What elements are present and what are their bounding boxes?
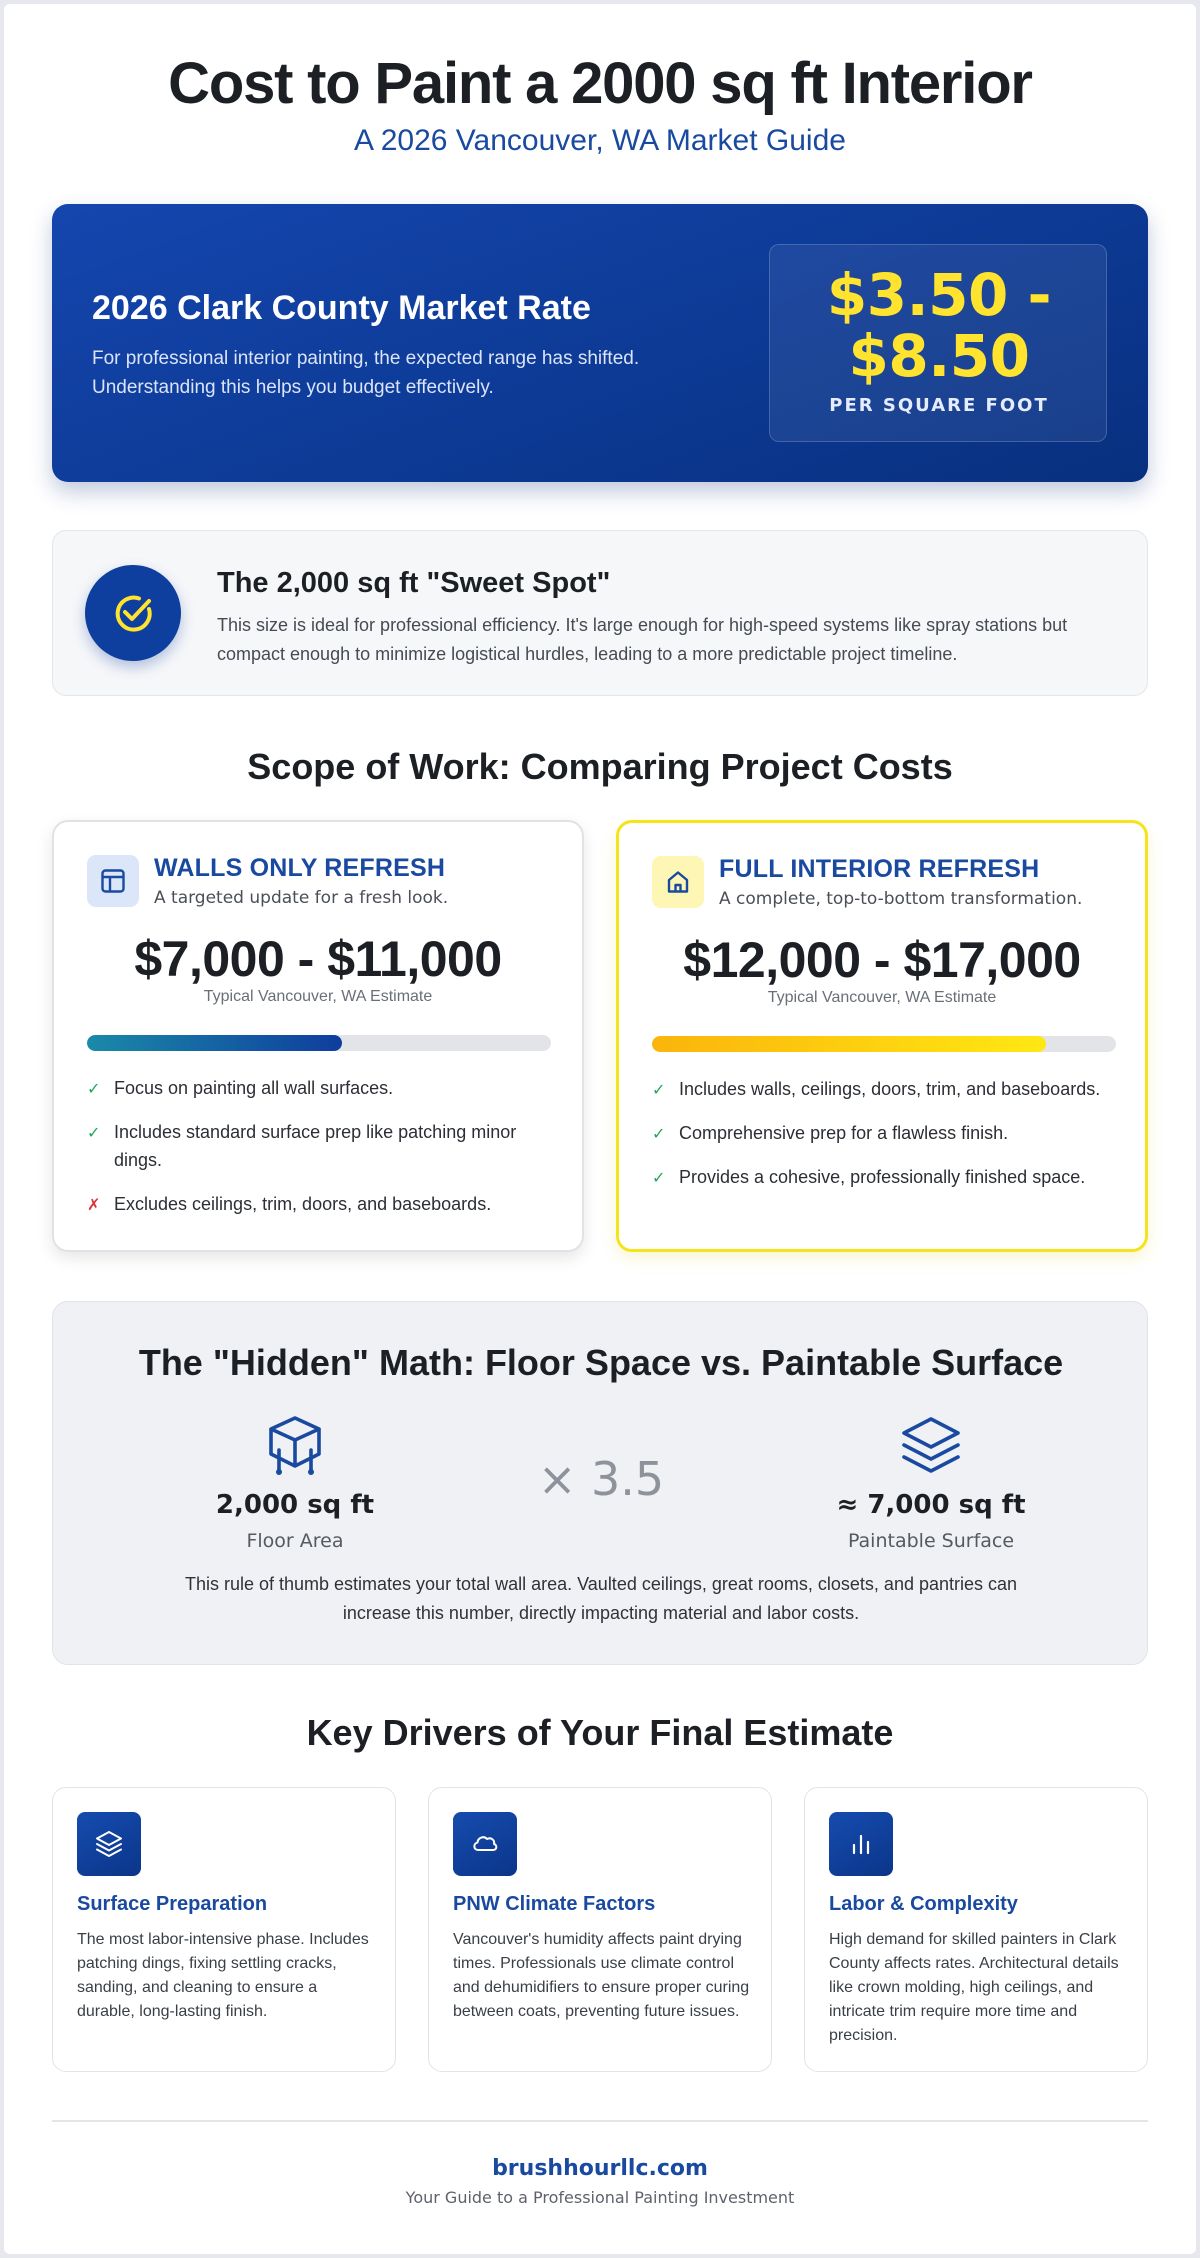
list-item — [652, 1075, 1122, 1103]
drivers-title: Key Drivers of Your Final Estimate — [306, 1712, 894, 1753]
walls-only-card — [52, 820, 584, 1252]
scope-title: Scope of Work: Comparing Project Costs — [247, 746, 953, 787]
check-icon: ✓ — [652, 1080, 666, 1099]
market-rate-title: 2026 Clark County Market Rate — [92, 289, 591, 327]
check-icon: ✓ — [87, 1079, 101, 1098]
footer-tagline: Your Guide to a Professional Painting Investment — [405, 2188, 795, 2207]
check-badge-icon — [85, 565, 181, 661]
feature-list — [652, 1075, 1122, 1207]
layout-icon — [87, 855, 139, 907]
card-price: $12,000 - $17,000 — [683, 932, 1081, 988]
market-rate-text: For professional interior painting, the expected range has shifted. Understanding this helps you budget effectively. — [92, 348, 640, 398]
list-item-text: Comprehensive prep for a flawless finish. — [679, 1123, 1009, 1143]
driver-card-labor — [804, 1787, 1148, 2072]
card-title: FULL INTERIOR REFRESH — [719, 855, 1040, 883]
footer-site-link[interactable]: brushhourllc.com — [492, 2156, 708, 2181]
cost-bar — [87, 1035, 551, 1051]
cost-bar-fill — [87, 1035, 342, 1051]
cost-bar-fill — [652, 1036, 1046, 1052]
list-item — [87, 1190, 557, 1218]
market-rate-banner — [52, 204, 1148, 482]
check-icon: ✓ — [87, 1123, 101, 1142]
driver-text: The most labor-intensive phase. Includes patching dings, fixing settling cracks, sanding, and cleaning to ensure a durable, long-lasting finish. — [77, 1931, 369, 2020]
page-subtitle: A 2026 Vancouver, WA Market Guide — [354, 124, 846, 157]
card-price-note: Typical Vancouver, WA Estimate — [767, 989, 997, 1006]
page — [4, 4, 1196, 2254]
list-item — [87, 1118, 557, 1174]
rate-unit: PER SQUARE FOOT — [829, 395, 1049, 416]
list-item — [87, 1074, 557, 1102]
driver-title: PNW Climate Factors — [453, 1893, 656, 1915]
floor-area-value: 2,000 sq ft — [215, 1490, 375, 1520]
box-icon — [165, 1412, 425, 1476]
layers-icon — [801, 1412, 1061, 1476]
sweet-spot-callout — [52, 530, 1148, 696]
driver-text: High demand for skilled painters in Clark County affects rates. Architectural details like crown molding, high ceilings, and intricate trim require more time and precision. — [829, 1931, 1119, 2044]
layers-icon — [77, 1812, 141, 1876]
floor-area-label: Floor Area — [246, 1530, 344, 1552]
list-item — [652, 1119, 1122, 1147]
full-interior-card — [616, 820, 1148, 1252]
paintable-surface-value: ≈ 7,000 sq ft — [836, 1490, 1026, 1520]
driver-title: Surface Preparation — [77, 1893, 268, 1915]
rate-box — [769, 244, 1107, 442]
list-item-text: Excludes ceilings, trim, doors, and baseboards. — [114, 1194, 492, 1214]
driver-card-surface-prep — [52, 1787, 396, 2072]
driver-card-climate — [428, 1787, 772, 2072]
footer-divider — [52, 2120, 1148, 2122]
check-icon: ✓ — [652, 1168, 666, 1187]
multiplier: × 3.5 — [537, 1452, 665, 1506]
card-description: A targeted update for a fresh look. — [154, 888, 449, 908]
list-item-text: Includes walls, ceilings, doors, trim, and baseboards. — [679, 1079, 1101, 1099]
cloud-icon — [453, 1812, 517, 1876]
card-description: A complete, top-to-bottom transformation. — [719, 889, 1083, 909]
driver-text: Vancouver's humidity affects paint drying times. Professionals use climate control and dehumidifiers to ensure proper curing between coats, preventing future issues. — [453, 1931, 750, 2020]
sweet-spot-text: This size is ideal for professional efficiency. It's large enough for high-speed systems like spray stations but compact enough to minimize logistical hurdles, leading to a more predictable project timeline. — [217, 615, 1068, 664]
bar-chart-icon — [829, 1812, 893, 1876]
page-title: Cost to Paint a 2000 sq ft Interior — [168, 51, 1032, 116]
paintable-surface-stat — [801, 1412, 1061, 1552]
rate-value-line2: $8.50 — [848, 322, 1030, 390]
feature-list — [87, 1074, 557, 1234]
floor-area-stat — [165, 1412, 425, 1552]
cost-bar — [652, 1036, 1116, 1052]
check-icon: ✓ — [652, 1124, 666, 1143]
driver-title: Labor & Complexity — [829, 1893, 1018, 1915]
card-title: WALLS ONLY REFRESH — [154, 854, 446, 882]
list-item-text: Includes standard surface prep like patching minor dings. — [114, 1122, 517, 1170]
card-price: $7,000 - $11,000 — [134, 931, 502, 987]
card-price-note: Typical Vancouver, WA Estimate — [203, 988, 433, 1005]
list-item — [652, 1163, 1122, 1191]
paintable-surface-label: Paintable Surface — [847, 1530, 1015, 1552]
list-item-text: Provides a cohesive, professionally finished space. — [679, 1167, 1086, 1187]
list-item-text: Focus on painting all wall surfaces. — [114, 1078, 394, 1098]
cross-icon: ✗ — [87, 1195, 101, 1214]
rate-value-line1: $3.50 - — [826, 261, 1052, 329]
sweet-spot-title: The 2,000 sq ft "Sweet Spot" — [217, 567, 611, 599]
hidden-math-panel — [52, 1301, 1148, 1665]
hidden-math-text: This rule of thumb estimates your total wall area. Vaulted ceilings, great rooms, closets, and pantries can increase this number, directly impacting material and labor costs. — [184, 1574, 1018, 1623]
rate-value — [770, 261, 1108, 390]
home-icon — [652, 856, 704, 908]
hidden-math-title: The "Hidden" Math: Floor Space vs. Paintable Surface — [138, 1342, 1064, 1383]
